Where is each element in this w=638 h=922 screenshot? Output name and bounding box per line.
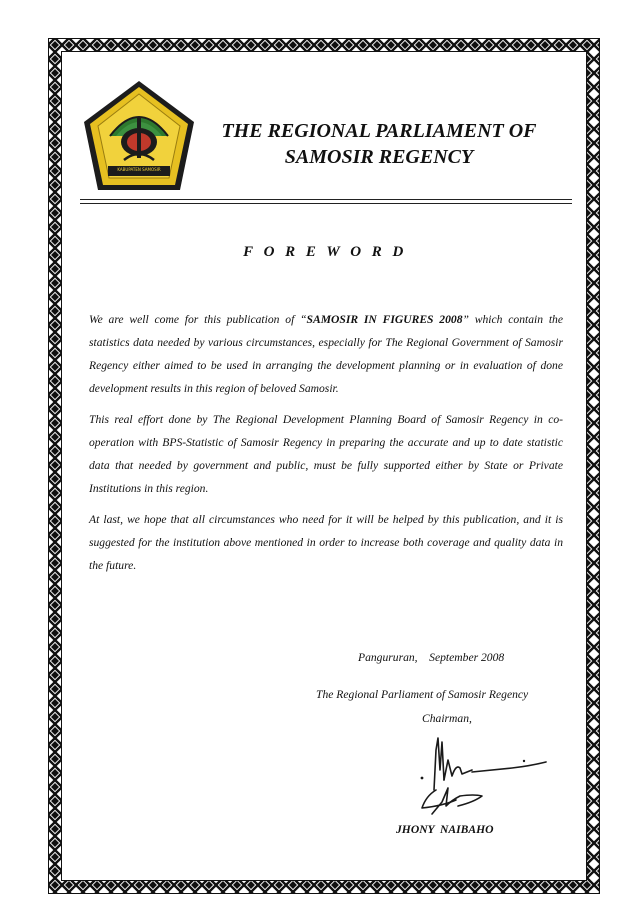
place-and-date: Pangururan, September 2008	[358, 651, 505, 664]
paragraph-2: This real effort done by The Regional Development Planning Board of Samosir Regency in co-operation with BPS-Statistic of Samosir Regency in preparing the accurate and up to date statistic data that needed by government and public, must be fully supported either by State or Private Institutions in this region.	[89, 413, 563, 495]
signatory-organization: The Regional Parliament of Samosir Regency	[316, 688, 529, 701]
paragraph-3: At last, we hope that all circumstances who need for it will be helped by this publication, and it is suggested for the institution above mentioned in order to increase both coverage and quality data in the future.	[89, 513, 563, 572]
samosir-regency-emblem-icon	[80, 78, 198, 194]
handwritten-signature	[412, 730, 552, 822]
title-line-2: SAMOSIR REGENCY	[284, 146, 474, 168]
paragraph-1	[89, 308, 563, 400]
page-title	[200, 118, 558, 170]
signatory-role: Chairman,	[422, 712, 472, 725]
header-rule-bottom	[80, 203, 572, 204]
foreword-body	[89, 308, 563, 585]
foreword-heading: F O R E W O R D	[243, 244, 407, 260]
title-line-1: THE REGIONAL PARLIAMENT OF	[221, 120, 537, 142]
p1-lead: We are well come for this publication of “	[89, 313, 307, 326]
header-rule-top	[80, 199, 572, 200]
publication-title: SAMOSIR IN FIGURES 2008	[306, 313, 463, 326]
p1-rest: ” which contain the statistics data needed by various circumstances, especially for The Regional Government of Samosir Regency either aimed to be used in arranging the development planning or in evaluation of done development results in this region of beloved Samosir.	[89, 313, 563, 395]
logo-caption: KABUPATEN SAMOSIR	[117, 167, 161, 172]
signatory-name: JHONY NAIBAHO	[396, 823, 494, 836]
